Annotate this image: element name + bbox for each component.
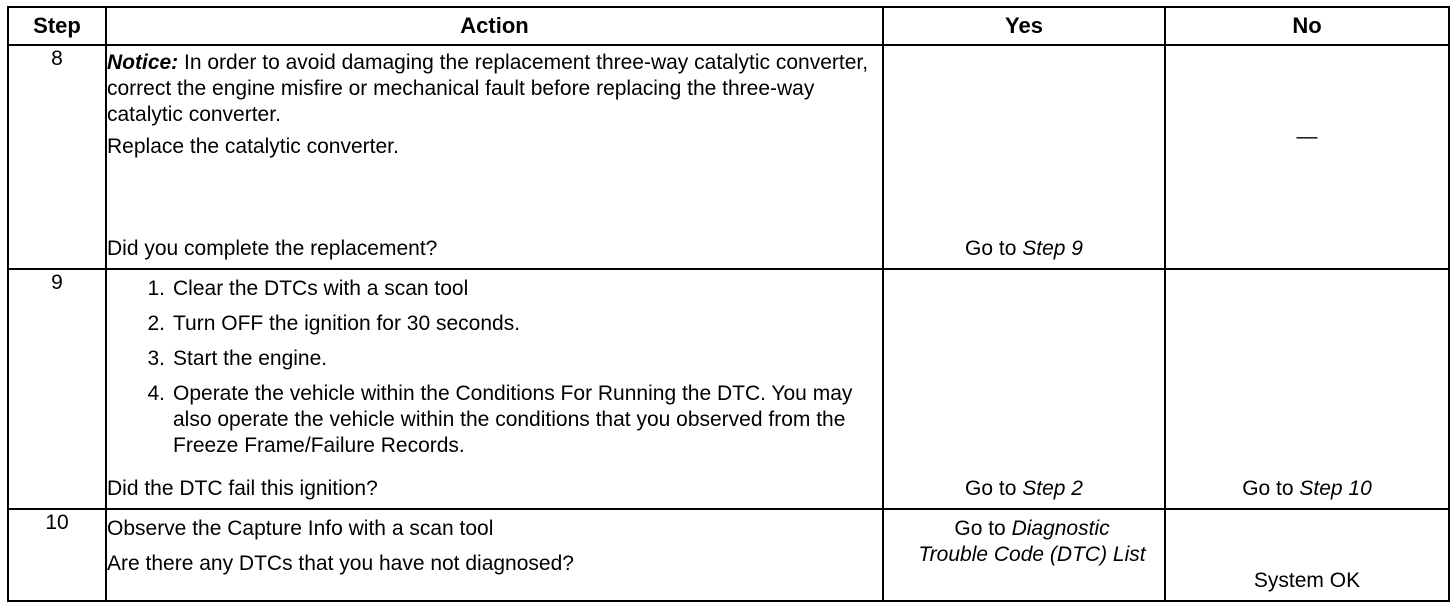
header-step: Step bbox=[8, 7, 106, 45]
step-number: 10 bbox=[8, 509, 106, 601]
notice-text: In order to avoid damaging the replacement three-way catalytic converter, correct the engine misfire or mechanical fault before replacing the three-way catalytic converter. bbox=[107, 51, 869, 126]
instruction-text: Observe the Capture Info with a scan tool bbox=[107, 517, 494, 540]
table-row bbox=[8, 509, 1449, 601]
list-item: 3. Start the engine. bbox=[147, 347, 328, 370]
action-cell bbox=[106, 45, 883, 269]
header-no: No bbox=[1165, 7, 1449, 45]
step-link[interactable]: Step 2 bbox=[1022, 477, 1083, 500]
instruction-text: Replace the catalytic converter. bbox=[107, 135, 399, 158]
header-action: Action bbox=[106, 7, 883, 45]
no-action: — bbox=[1296, 125, 1318, 148]
substep-list bbox=[107, 270, 882, 459]
list-item: 2. Turn OFF the ignition for 30 seconds. bbox=[147, 312, 521, 335]
diagnostic-table bbox=[7, 6, 1450, 602]
question-text: Did the DTC fail this ignition? bbox=[107, 477, 378, 500]
no-cell bbox=[1165, 509, 1449, 601]
question-text: Are there any DTCs that you have not diagnosed? bbox=[107, 552, 574, 575]
no-action: System OK bbox=[1253, 569, 1361, 592]
action-cell bbox=[106, 509, 883, 601]
yes-cell bbox=[883, 509, 1165, 601]
notice bbox=[107, 46, 882, 128]
yes-cell bbox=[883, 269, 1165, 509]
table-row bbox=[8, 45, 1449, 269]
dtc-list-link[interactable]: Diagnostic Trouble Code (DTC) List bbox=[918, 517, 1146, 566]
table-row bbox=[8, 269, 1449, 509]
yes-cell bbox=[883, 45, 1165, 269]
header-row bbox=[8, 7, 1449, 45]
yes-action: Go to Step 2 bbox=[965, 477, 1083, 500]
list-item: 1. Clear the DTCs with a scan tool bbox=[147, 277, 469, 300]
yes-action: Go to Step 9 bbox=[965, 237, 1083, 260]
no-cell bbox=[1165, 45, 1449, 269]
list-item: 4. Operate the vehicle within the Conditions For Running the DTC. You may also operate the vehicle within the conditions that you observed from the Freeze Frame/Failure Records. bbox=[147, 382, 853, 457]
action-cell bbox=[106, 269, 883, 509]
step-number: 8 bbox=[8, 45, 106, 269]
step-link[interactable]: Step 10 bbox=[1299, 477, 1372, 500]
notice-label: Notice: bbox=[107, 51, 179, 74]
no-cell bbox=[1165, 269, 1449, 509]
yes-action: Go to Diagnostic Trouble Code (DTC) List bbox=[918, 517, 1146, 566]
header-yes: Yes bbox=[883, 7, 1165, 45]
step-number: 9 bbox=[8, 269, 106, 509]
no-action: Go to Step 10 bbox=[1242, 477, 1372, 500]
question-text: Did you complete the replacement? bbox=[107, 237, 438, 260]
step-link[interactable]: Step 9 bbox=[1022, 237, 1083, 260]
